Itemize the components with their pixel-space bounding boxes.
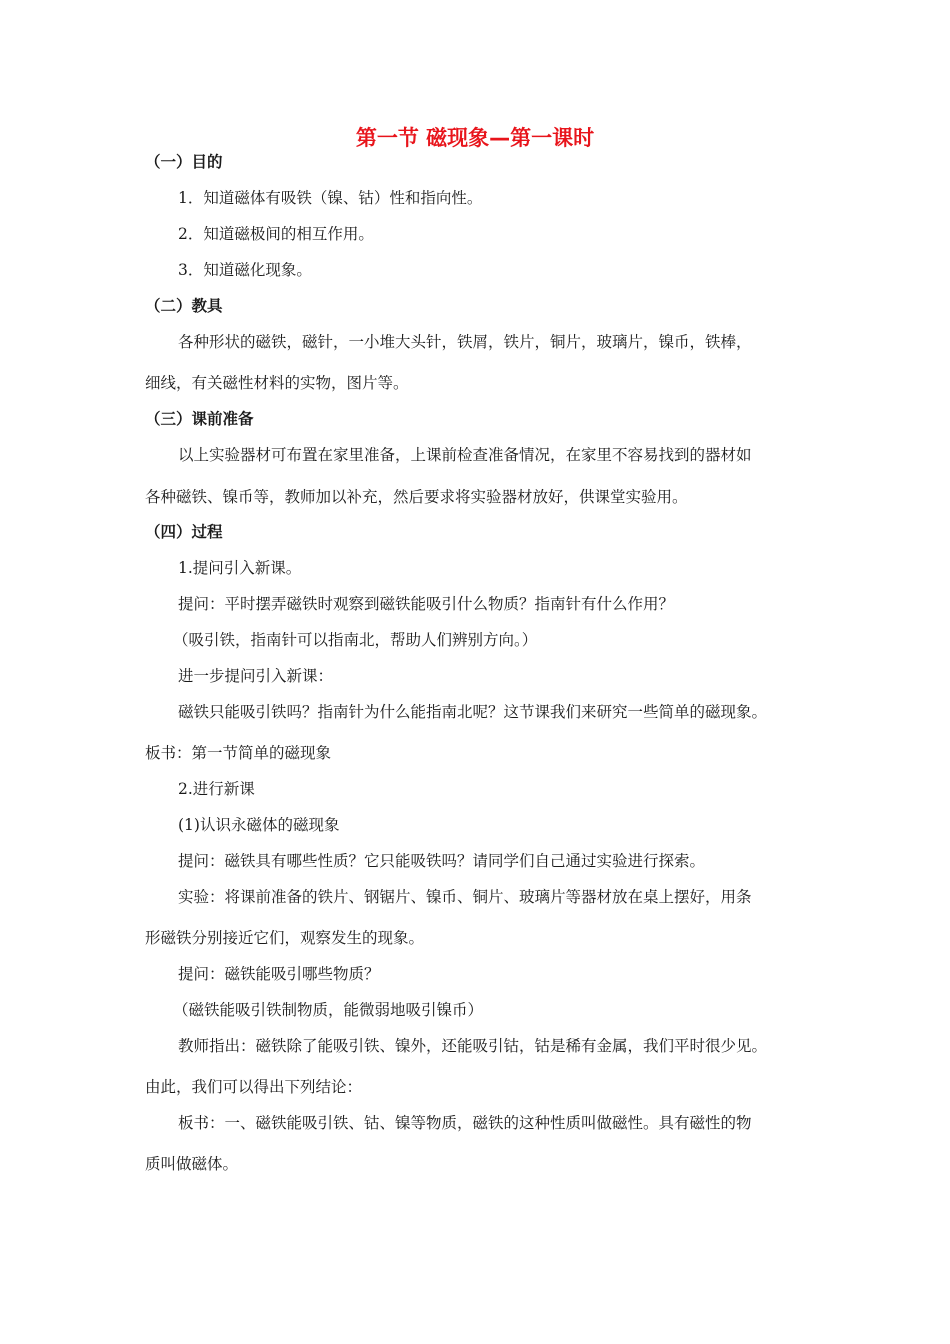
paragraph-line: 实验：将课前准备的铁片、钢锯片、镍币、铜片、玻璃片等器材放在桌上摆好，用条 xyxy=(178,888,752,906)
paragraph-line: 2．知道磁极间的相互作用。 xyxy=(178,225,374,243)
paragraph-line: (1)认识永磁体的磁现象 xyxy=(178,816,340,834)
section-heading-teaching-aids: （二）教具 xyxy=(145,297,223,315)
paragraph-line: 各种形状的磁铁，磁针，一小堆大头针，铁屑，铁片，铜片，玻璃片，镍币，铁棒， xyxy=(178,333,752,351)
paragraph-line: 板书：第一节简单的磁现象 xyxy=(145,744,332,762)
paragraph-line: 磁铁只能吸引铁吗？指南针为什么能指南北呢？这节课我们来研究一些简单的磁现象。 xyxy=(178,703,768,721)
paragraph-line: 形磁铁分别接近它们，观察发生的现象。 xyxy=(145,929,425,947)
paragraph-line: 提问：磁铁具有哪些性质？它只能吸铁吗？请同学们自己通过实验进行探索。 xyxy=(178,852,706,870)
paragraph-line: 质叫做磁体。 xyxy=(145,1155,239,1173)
paragraph-line: （吸引铁，指南针可以指南北，帮助人们辨别方向。） xyxy=(173,631,538,649)
paragraph-line: 各种磁铁、镍币等，教师加以补充，然后要求将实验器材放好，供课堂实验用。 xyxy=(145,488,688,506)
section-heading-objectives: （一）目的 xyxy=(145,153,223,171)
paragraph-line: 2.进行新课 xyxy=(178,780,255,798)
paragraph-line: （磁铁能吸引铁制物质，能微弱地吸引镍币） xyxy=(173,1001,484,1019)
paragraph-line: 提问：平时摆弄磁铁时观察到磁铁能吸引什么物质？指南针有什么作用？ xyxy=(178,595,675,613)
paragraph-line: 以上实验器材可布置在家里准备，上课前检查准备情况，在家里不容易找到的器材如 xyxy=(178,446,752,464)
paragraph-line: 提问：磁铁能吸引哪些物质？ xyxy=(178,965,380,983)
paragraph-line: 3．知道磁化现象。 xyxy=(178,261,312,279)
paragraph-line: 1.提问引入新课。 xyxy=(178,559,302,577)
paragraph-line: 1．知道磁体有吸铁（镍、钴）性和指向性。 xyxy=(178,189,483,207)
paragraph-line: 由此，我们可以得出下列结论： xyxy=(145,1078,363,1096)
section-heading-preparation: （三）课前准备 xyxy=(145,410,254,428)
document-title: 第一节 磁现象—第一课时 xyxy=(355,126,595,150)
section-heading-process: （四）过程 xyxy=(145,523,223,541)
paragraph-line: 进一步提问引入新课： xyxy=(178,667,334,685)
paragraph-line: 细线，有关磁性材料的实物，图片等。 xyxy=(145,374,409,392)
paragraph-line: 板书：一、磁铁能吸引铁、钴、镍等物质，磁铁的这种性质叫做磁性。具有磁性的物 xyxy=(178,1114,752,1132)
paragraph-line: 教师指出：磁铁除了能吸引铁、镍外，还能吸引钴，钴是稀有金属，我们平时很少见。 xyxy=(178,1037,768,1055)
